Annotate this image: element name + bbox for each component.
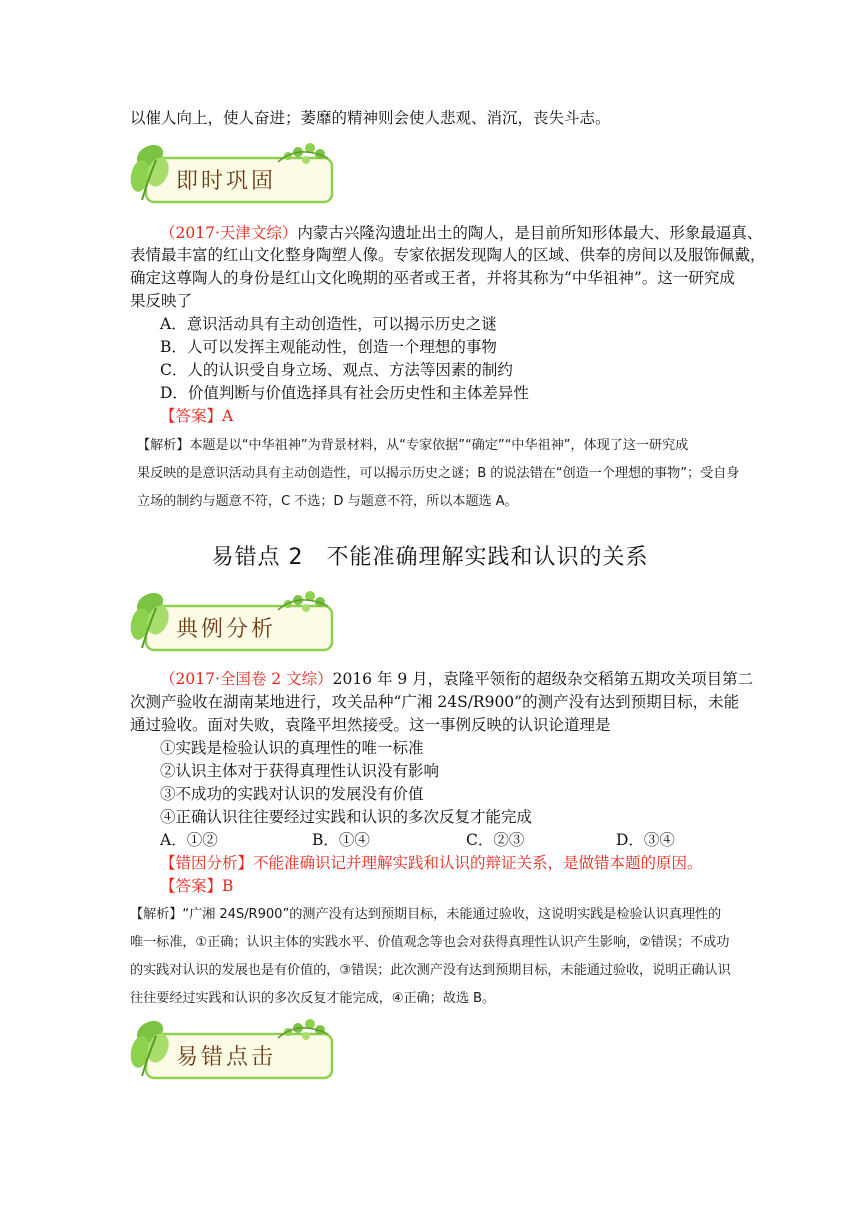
q1-explanation-3: 立场的制约与题意不符，C 不选；D 与题意不符，所以本题选 A。 (137, 494, 518, 509)
banner-title: 易错点击 (176, 1045, 277, 1070)
q2-option-a: A．①② (160, 831, 218, 849)
q1-text-1: 内蒙古兴隆沟遗址出土的陶人，是目前所知形体最大、形象最逼真、 (297, 224, 763, 242)
q2-answer (160, 876, 233, 896)
banner-title: 即时巩固 (176, 169, 277, 194)
answer-label: 【答案】 (160, 877, 223, 895)
answer-value: A (222, 407, 234, 425)
q2-source: （2017·全国卷 2 文综） (160, 670, 333, 688)
q2-error-analysis (160, 853, 703, 873)
q2-option-d: D．③④ (616, 831, 675, 849)
q1-option-c: C．人的认识受自身立场、观点、方法等因素的制约 (160, 361, 513, 379)
q1-answer (160, 406, 233, 426)
banner-title: 典例分析 (176, 617, 277, 642)
q1-explanation-2: 果反映的是意识活动具有主动创造性，可以揭示历史之谜；B 的说法错在“创造一个理想的事物”；受自身 (137, 466, 740, 481)
q1-option-a: A．意识活动具有主动创造性，可以揭示历史之谜 (160, 315, 497, 333)
q2-statement-4: ④正确认识往往要经过实践和认识的多次反复才能完成 (160, 808, 533, 826)
q2-text-1: 2016 年 9 月，袁隆平领衔的超级杂交稻第五期攻关项目第二 (332, 670, 754, 688)
error-text: 不能准确识记并理解实践和认识的辩证关系，是做错本题的原因。 (253, 854, 703, 872)
q2-statement-1: ①实践是检验认识的真理性的唯一标准 (160, 739, 424, 757)
q1-option-b: B．人可以发挥主观能动性，创造一个理想的事物 (160, 338, 497, 356)
q2-option-c: C．②③ (466, 831, 525, 849)
banner-yicuo-dianji (128, 1016, 338, 1084)
q1-line4: 果反映了 (130, 292, 193, 310)
q2-statement-2: ②认识主体对于获得真理性认识没有影响 (160, 762, 440, 780)
answer-value: B (222, 877, 234, 895)
q1-line1 (160, 223, 762, 243)
q2-explanation-2: 唯一标准，①正确；认识主体的实践水平、价值观念等也会对获得真理性认识产生影响，②错误；不成功 (130, 935, 730, 950)
answer-label: 【答案】 (160, 407, 223, 425)
banner-dianli-fenxi (128, 588, 338, 656)
q2-explanation-4: 往往要经过实践和认识的多次反复才能完成，④正确；故选 B。 (130, 991, 496, 1006)
q2-line2: 次测产验收在湖南某地进行，攻关品种“广湘 24S/R900”的测产没有达到预期目标，未能 (130, 693, 740, 711)
q2-explanation-3: 的实践对认识的发展也是有价值的，③错误；此次测产没有达到预期目标，未能通过验收，说明正确认识 (130, 963, 731, 978)
section-title: 易错点 2 不能准确理解实践和认识的关系 (211, 545, 649, 570)
intro-text: 以催人向上，使人奋进；萎靡的精神则会使人悲观、消沉，丧失斗志。 (130, 109, 611, 127)
q1-source: （2017·天津文综） (160, 224, 298, 242)
error-label: 【错因分析】 (160, 854, 254, 872)
q2-line1 (160, 669, 753, 689)
q1-explanation-1: 【解析】本题是以“中华祖神”为背景材料，从“专家依据”“确定”“中华祖神”，体现了这一研究成 (137, 438, 689, 453)
q2-explanation-1: 【解析】“广湘 24S/R900”的测产没有达到预期目标，未能通过验收，这说明实践是检验认识真理性的 (130, 907, 722, 922)
q1-line3: 确定这尊陶人的身份是红山文化晚期的巫者或王者，并将其称为“中华祖神”。这一研究成 (130, 269, 735, 287)
q2-line3: 通过验收。面对失败，袁隆平坦然接受。这一事例反映的认识论道理是 (130, 716, 611, 734)
q1-line2: 表情最丰富的红山文化整身陶塑人像。专家依据发现陶人的区域、供奉的房间以及服饰佩戴， (130, 246, 766, 264)
q1-option-d: D．价值判断与价值选择具有社会历史性和主体差异性 (160, 384, 529, 402)
banner-jishi-gonggu (128, 140, 338, 208)
q2-option-b: B．①④ (312, 831, 370, 849)
q2-statement-3: ③不成功的实践对认识的发展没有价值 (160, 785, 424, 803)
